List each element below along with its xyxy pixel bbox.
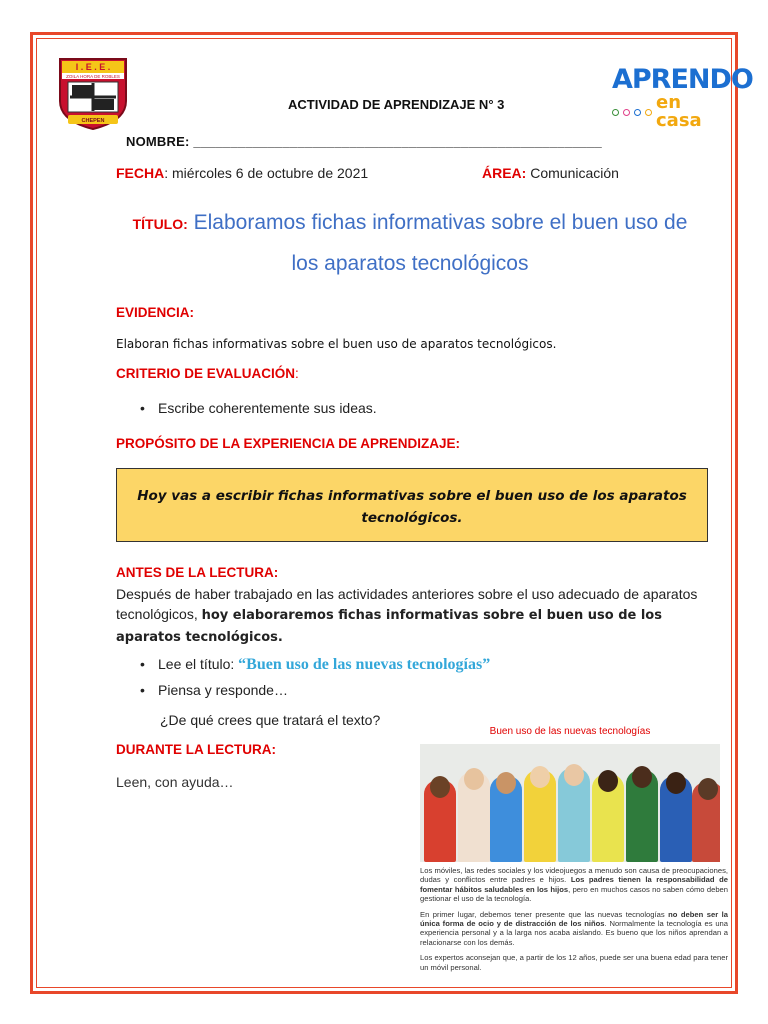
aprendo-en-casa-logo (612, 64, 753, 131)
title-label: TÍTULO: (132, 216, 188, 232)
durante-heading: DURANTE LA LECTURA: (116, 742, 276, 757)
article-title: Buen uso de las nuevas tecnologías (489, 726, 651, 737)
antes-heading: ANTES DE LA LECTURA: (116, 565, 279, 580)
evidencia-text: Elaboran fichas informativas sobre el buen uso de aparatos tecnológicos. (116, 337, 557, 351)
svg-text:I . E . E .: I . E . E . (75, 62, 111, 72)
area-label: ÁREA: (482, 165, 527, 181)
antes-item-think: • Piensa y responde… (140, 682, 288, 698)
evidencia-heading: EVIDENCIA: (116, 305, 195, 320)
fecha-line (116, 165, 368, 181)
proposito-heading: PROPÓSITO DE LA EXPERIENCIA DE APRENDIZAJE: (116, 436, 461, 451)
activity-title: ACTIVIDAD DE APRENDIZAJE N° 3 (288, 97, 505, 112)
fecha-label: FECHA (116, 165, 165, 181)
antes-question: ¿De qué crees que tratará el texto? (160, 712, 381, 728)
svg-text:CHEPEN: CHEPEN (81, 118, 105, 124)
aprendo-logo-line2: en casa (656, 92, 702, 131)
logo-dots (612, 109, 652, 116)
children-with-devices-photo (420, 744, 720, 862)
proposito-box: Hoy vas a escribir fichas informativas sobre el buen uso de los aparatos tecnológicos. (116, 468, 708, 542)
article-body (420, 866, 728, 978)
article-paragraph: Los móviles, las redes sociales y los videojuegos a menudo son causa de preocupaciones, dudas y conflictos entre padres e hijos. Los padres tienen la responsabilidad de fomentar hábitos saludables en los hijos, pero en muchos casos no saben cómo deben gestionar el uso de la tecnología. (420, 866, 729, 904)
aprendo-logo-line1: APRENDO (612, 64, 753, 95)
svg-text:ZOILA HORA DE ROBLES: ZOILA HORA DE ROBLES (66, 74, 120, 79)
criterio-heading: CRITERIO DE EVALUACIÓN: (116, 366, 299, 381)
nombre-field: NOMBRE: _______________________________________________________ (126, 134, 602, 149)
criterio-item: • Escribe coherentemente sus ideas. (140, 400, 377, 416)
antes-paragraph: Después de haber trabajado en las actividades anteriores sobre el uso adecuado de aparatos tecnológicos, hoy elaboraremos fichas informativas sobre el buen uso de los aparatos tecnológicos. (116, 586, 698, 645)
school-logo (54, 55, 132, 131)
area-line (482, 165, 619, 181)
article-paragraph: En primer lugar, debemos tener presente que las nuevas tecnologías no deben ser la única forma de ocio y de distracción de los niños. Normalmente la tecnología es una experiencia personal y a la larga nos acaba aislando. Es bueno que los niños aprendan a relacionarse con los demás. (420, 909, 728, 947)
article-paragraph: Los expertos aconsejan que, a partir de los 12 años, puede ser una buena edad para tener un móvil personal. (420, 953, 728, 972)
antes-item-title: • Lee el título: “Buen uso de las nuevas tecnologías” (140, 656, 491, 673)
title-text-line2: los aparatos tecnológicos (291, 252, 529, 275)
durante-text: Leen, con ayuda… (116, 774, 234, 790)
area-value: Comunicación (526, 165, 619, 181)
title-text-line1: Elaboramos fichas informativas sobre el buen uso de (187, 211, 688, 234)
fecha-value: : miércoles 6 de octubre de 2021 (164, 165, 369, 181)
quoted-title: “Buen uso de las nuevas tecnologías” (238, 656, 491, 673)
page-title (110, 203, 710, 284)
